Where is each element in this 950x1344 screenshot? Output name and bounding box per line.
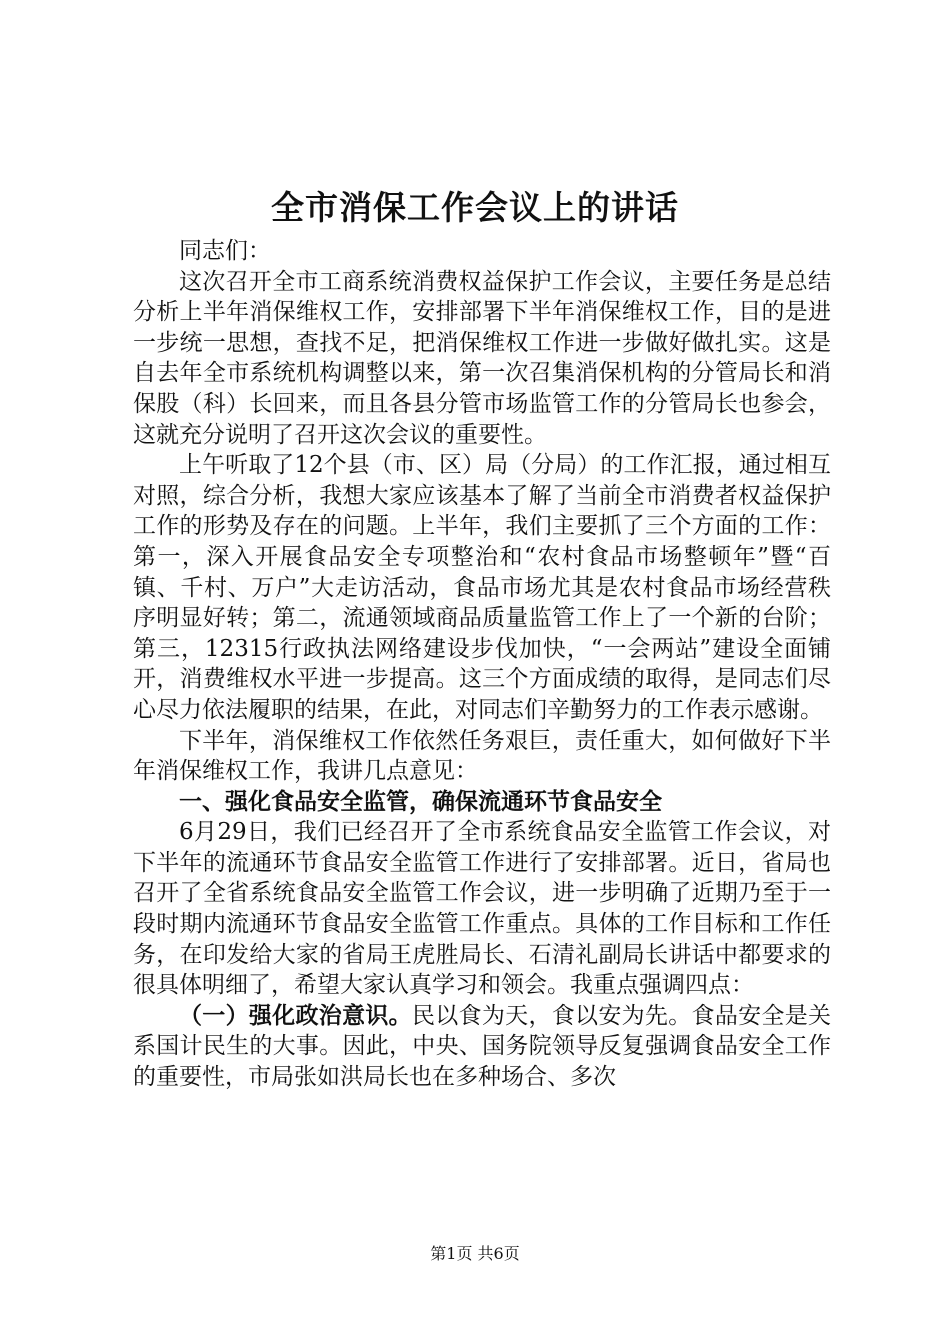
paragraph-1: 这次召开全市工商系统消费权益保护工作会议，主要任务是总结分析上半年消保维权工作，安排部署下半年消保维权工作，目的是进一步统一思想，查找不足，把消保维权工作进一步做好做扎实。这是自去年全市系统机构调整以来，第一次召集消保机构的分管局长和消保股（科）长回来，而且各县分管市场监管工作的分管局长也参会，这就充分说明了召开这次会议的重要性。	[133, 268, 831, 448]
paragraph-3: 下半年，消保维权工作依然任务艰巨，责任重大，如何做好下半年消保维权工作，我讲几点意见：	[133, 727, 831, 785]
section-heading-1: 一、强化食品安全监管，确保流通环节食品安全	[179, 788, 662, 815]
paragraph-2: 上午听取了12个县（市、区）局（分局）的工作汇报，通过相互对照，综合分析，我想大家应该基本了解了当前全市消费者权益保护工作的形势及存在的问题。上半年，我们主要抓了三个方面的工作：第一，深入开展食品安全专项整治和“农村食品市场整顿年”暨“百镇、千村、万户”大走访活动，食品市场尤其是农村食品市场经营秩序明显好转；第二，流通领域商品质量监管工作上了一个新的台阶；第三，12315行政执法网络建设步伐加快，“一会两站”建设全面铺开，消费维权水平进一步提高。这三个方面成绩的取得，是同志们尽心尽力依法履职的结果，在此，对同志们辛勤努力的工作表示感谢。	[133, 452, 831, 723]
paragraph-5	[133, 1001, 831, 1093]
paragraph-4: 6月29日，我们已经召开了全市系统食品安全监管工作会议，对下半年的流通环节食品安全监管工作进行了安排部署。近日，省局也召开了全省系统食品安全监管工作会议，进一步明确了近期乃至于一段时期内流通环节食品安全监管工作重点。具体的工作目标和工作任务，在印发给大家的省局王虎胜局长、石清礼副局长讲话中都要求的很具体明细了，希望大家认真学习和领会。我重点强调四点：	[133, 819, 831, 999]
page-footer: 第1页 共6页	[430, 1244, 520, 1263]
subheading-lead: （一）强化政治意识。	[179, 1002, 412, 1029]
document-body	[133, 236, 831, 1093]
salutation: 同志们：	[179, 238, 271, 264]
document-title: 全市消保工作会议上的讲话	[271, 188, 679, 227]
paragraph-5-text: 民以食为天，食以安为先。食品安全是关系国计民生的大事。因此，中央、国务院领导反复强调食品安全工作的重要性，市局张如洪局长也在多种场合、多次	[133, 1002, 832, 1091]
